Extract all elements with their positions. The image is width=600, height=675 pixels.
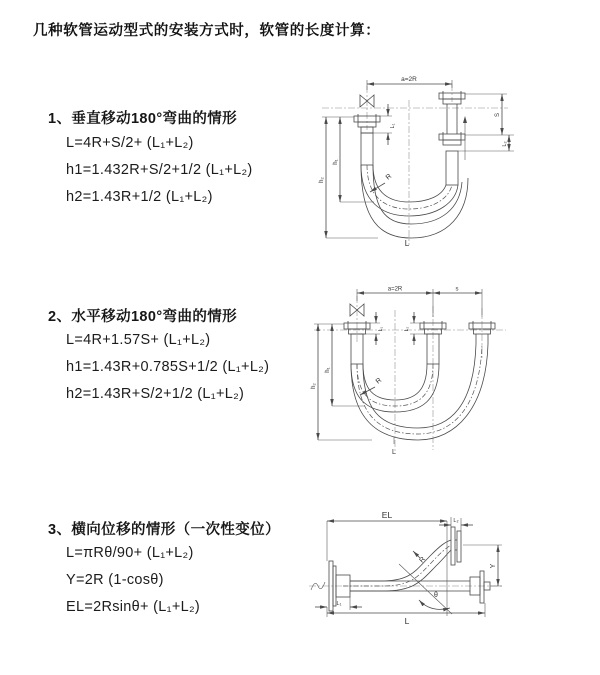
radius-label: R bbox=[384, 172, 394, 182]
lateral-displacement-diagram bbox=[303, 505, 597, 653]
section-1-formula-L: L=4R+S/2+ (L₁+L₂) bbox=[66, 135, 194, 151]
dim-label-length: L bbox=[404, 616, 410, 626]
dim-label-a2r: a=2R bbox=[387, 286, 403, 293]
dim-label-h1: h₁ bbox=[325, 367, 331, 373]
right-braid-section bbox=[446, 151, 458, 185]
extension-lines bbox=[327, 603, 485, 617]
dim-label-h2: h₂ bbox=[311, 383, 317, 389]
right-pipe bbox=[447, 104, 457, 134]
direction-arrow-icon bbox=[463, 116, 467, 123]
page-title: 几种软管运动型式的安装方式时，软管的长度计算： bbox=[33, 23, 381, 39]
dim-label-h2: h₂ bbox=[319, 177, 325, 183]
hose-upper-position bbox=[361, 165, 458, 216]
radius-label: R bbox=[418, 555, 427, 565]
left-braid-section bbox=[361, 133, 373, 165]
section-2-heading: 2、水平移动180°弯曲的情形 bbox=[48, 309, 238, 325]
upper-flange bbox=[451, 527, 461, 565]
section-2-formula-L: L=4R+1.57S+ (L₁+L₂) bbox=[66, 332, 211, 348]
horizontal-bend-diagram bbox=[310, 282, 594, 464]
dim-label-h1: h₁ bbox=[333, 159, 339, 165]
angle-label: θ bbox=[434, 592, 438, 599]
radius-label: R bbox=[374, 376, 384, 386]
dim-label-y: Y bbox=[490, 563, 497, 569]
dim-label-length: L bbox=[392, 449, 396, 456]
section-3-formula-EL: EL=2Rsinθ+ (L₁+L₂) bbox=[66, 599, 201, 615]
dim-label-s: s bbox=[455, 286, 459, 293]
section-3-heading: 3、横向位移的情形（一次性变位） bbox=[48, 522, 280, 538]
radius-leader bbox=[370, 183, 385, 192]
dim-label-l1: L₁ bbox=[390, 123, 396, 129]
straight-pipe-original bbox=[350, 571, 490, 603]
extension-lines bbox=[327, 521, 447, 616]
hose-displaced bbox=[343, 540, 451, 591]
dim-label-length: L bbox=[404, 239, 410, 248]
dim-label-l2: L₂ bbox=[502, 141, 508, 147]
dim-label-el: EL bbox=[381, 510, 393, 520]
dim-label-l2: L₂ bbox=[404, 326, 410, 332]
dim-label-a2r: a=2R bbox=[401, 76, 417, 83]
radius-leader bbox=[413, 551, 420, 558]
dim-label-s: S bbox=[495, 112, 501, 118]
section-1-heading: 1、垂直移动180°弯曲的情形 bbox=[48, 111, 238, 127]
section-2-formula-h2: h2=1.43R+S/2+1/2 (L₁+L₂) bbox=[66, 386, 245, 402]
angle-construction-line bbox=[399, 564, 452, 614]
dim-label-l1: L₁ bbox=[378, 326, 384, 332]
section-2-formula-h1: h1=1.43R+0.785S+1/2 (L₁+L₂) bbox=[66, 359, 270, 375]
section-1-formula-h2: h2=1.43R+1/2 (L₁+L₂) bbox=[66, 189, 213, 205]
section-1-formula-h1: h1=1.432R+S/2+1/2 (L₁+L₂) bbox=[66, 162, 253, 178]
pipe-centerlines bbox=[367, 84, 452, 130]
right-flange-lower bbox=[439, 132, 465, 145]
vertical-bend-diagram bbox=[316, 70, 584, 255]
section-3-formula-Y: Y=2R (1-cosθ) bbox=[66, 572, 164, 588]
section-3-formula-L: L=πRθ/90+ (L₁+L₂) bbox=[66, 545, 194, 561]
dim-label-l1: L₁ bbox=[336, 601, 342, 607]
dim-label-l2: L₂ bbox=[453, 518, 459, 524]
